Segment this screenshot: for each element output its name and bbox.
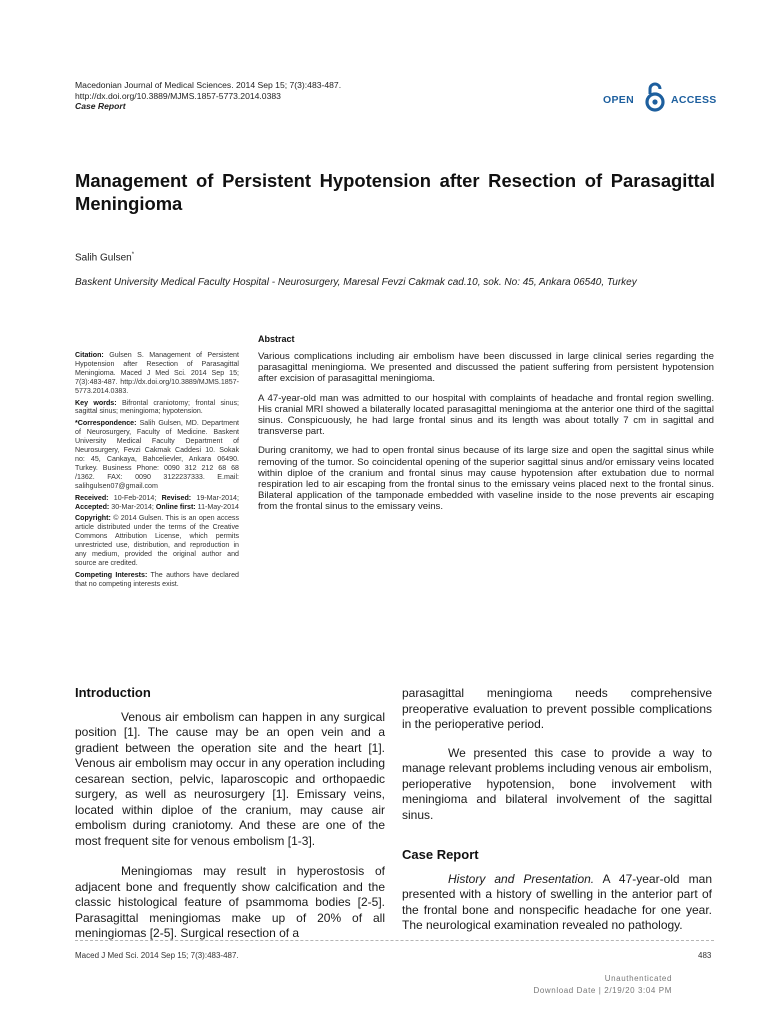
received-label: Received: bbox=[75, 493, 109, 502]
watermark-unauthenticated: Unauthenticated bbox=[604, 974, 672, 983]
revised-date: 19-Mar-2014; bbox=[196, 493, 239, 502]
introduction-heading: Introduction bbox=[75, 685, 151, 700]
intro-paragraph: Venous air embolism can happen in any surgical position [1]. The cause may be an open vein and a gradient between the operation site and the heart [1]. Venous air embolism may occur in any operation including cesarean section, pelvic, laparoscopic and orthopaedic surgery, as well as neurosurgery [1]. Emissary veins, located within diploe of the cranium, may cause air embolism during craniotomy. And these are one of the most frequent site for venous embolism [1-3]. bbox=[75, 709, 385, 848]
open-lock-icon bbox=[644, 82, 666, 112]
intro-paragraph: We presented this case to provide a way to manage relevant problems including venous air embolism, perioperative hypotension, bone involvement with meningioma and bilateral involvement of the sagittal sinus. bbox=[402, 745, 712, 822]
footer-divider bbox=[75, 940, 714, 941]
competing-interests-text: The authors have declared that no competing interests exist. bbox=[75, 570, 239, 588]
author-mark: * bbox=[131, 252, 135, 258]
received-date: 10-Feb-2014; bbox=[113, 493, 157, 502]
intro-paragraph: Meningiomas may result in hyperostosis of adjacent bone and frequently show calcification and the classic histological feature of psammoma bodies [2-5]. Parasagittal meningiomas make up of 20% of all meningiomas [2-5]. Surgical resection of a bbox=[75, 864, 385, 940]
correspondence-label: *Correspondence: bbox=[75, 419, 137, 428]
abstract-heading: Abstract bbox=[258, 334, 295, 344]
intro-continued-paragraph: parasagittal meningioma needs comprehensive preoperative evaluation to prevent possible complications in the perioperative period. bbox=[402, 686, 712, 731]
competing-interests-label: Competing Interests: bbox=[75, 570, 148, 579]
keywords-block bbox=[75, 399, 239, 417]
citation-block bbox=[75, 351, 239, 396]
affiliation: Baskent University Medical Faculty Hospital - Neurosurgery, Maresal Fevzi Cakmak cad.10, sok. No: 45, Ankara 06540, Turkey bbox=[75, 277, 637, 288]
open-access-logo bbox=[603, 82, 721, 112]
case-paragraph bbox=[402, 872, 712, 934]
revised-label: Revised: bbox=[161, 493, 192, 502]
accepted-label: Accepted: bbox=[75, 502, 110, 511]
footer-citation: Maced J Med Sci. 2014 Sep 15; 7(3):483-487. bbox=[75, 951, 239, 960]
keywords-label: Key words: bbox=[75, 398, 117, 407]
journal-header bbox=[75, 80, 341, 112]
dates-block bbox=[75, 494, 239, 512]
author-name: Salih Gulsen bbox=[75, 252, 132, 264]
abstract-paragraph: A 47-year-old man was admitted to our hospital with complaints of headache and frontal region swelling. His cranial MRI showed a bilaterally located parasagittal meningioma at the anterior one third of the sagittal sinus. Conspicuously, he had large frontal sinus and its length was about totally 7 cm in sagittal and transverse part. bbox=[258, 392, 714, 438]
accepted-date: 30-Mar-2014; bbox=[111, 502, 154, 511]
watermark-download-date: Download Date | 2/19/20 3:04 PM bbox=[533, 986, 672, 995]
author-line bbox=[75, 252, 134, 263]
body-right-column bbox=[402, 686, 712, 934]
keywords-text: Bifrontal craniotomy; frontal sinus; sagittal sinus; meningioma; hypotension. bbox=[75, 398, 239, 416]
article-category: Case Report bbox=[75, 101, 126, 111]
case-report-heading: Case Report bbox=[402, 847, 479, 862]
page-number: 483 bbox=[698, 951, 712, 960]
competing-interests-block bbox=[75, 571, 239, 589]
abstract-body bbox=[258, 351, 714, 521]
citation-label: Citation: bbox=[75, 351, 104, 359]
body-left-column bbox=[75, 685, 385, 942]
citation-text: Gulsen S. Management of Persistent Hypotension after Resection of Parasagittal Meningioma. Maced J Med Sci. 2014 Sep 15; 7(3):483-487. http://dx.doi.org/10.3889/MJMS.1857-5773.2014.0383. bbox=[75, 351, 239, 395]
open-access-access-label: ACCESS bbox=[671, 94, 717, 106]
online-first-date: 11-May-2014 bbox=[197, 502, 239, 511]
copyright-text: © 2014 Gulsen. This is an open access article distributed under the terms of the Creative Commons Attribution License, which permits unrestricted use, distribution, and reproduction in any medium, provided the original author and source are credited. bbox=[75, 514, 239, 567]
doi-link[interactable]: http://dx.doi.org/10.3889/MJMS.1857-5773.2014.0383 bbox=[75, 90, 281, 101]
correspondence-block bbox=[75, 419, 239, 490]
abstract-paragraph: During cranitomy, we had to open frontal sinus because of its large size and open the sagittal sinus while removing of the tumor. So coincidental opening of the superior sagittal sinus and/or emissary veins located within diploe of the cranium and frontal sinus may cause hypotension after extubation due to normal respiration led to air escaping from the frontal sinus to the emissary veins placed next to the frontal sinus. Bilateral application of the tamponade embedded with vaseline inside to the nose prevents air escaping from the frontal sinus to the emissary veins. bbox=[258, 445, 714, 513]
case-paragraph-text: A 47-year-old man presented with a history of swelling in the anterior part of the frontal bone and nonspecific headache for one year. The neurological examination revealed no pathology. bbox=[402, 871, 712, 932]
article-info-sidebar bbox=[75, 351, 239, 592]
open-access-open-label: OPEN bbox=[603, 94, 634, 106]
journal-citation-line: Macedonian Journal of Medical Sciences. 2014 Sep 15; 7(3):483-487. bbox=[75, 80, 342, 90]
copyright-label: Copyright: bbox=[75, 514, 111, 523]
case-subheading: History and Presentation. bbox=[448, 871, 595, 886]
correspondence-text: Salih Gulsen, MD. Department of Neurosurgery, Faculty of Medicine. Baskent University Medical Faculty Department of Neurosurgery, Fevzi Cakmak Caddesi 10. Sokak no: 45, Cankaya, Bahcelievler, Ankara 06490. Turkey. Business Phone: 0090 312 212 68 68 /1362. FAX: 0090 3122237333. E.mail: salihgulsen07@gmail.com bbox=[75, 419, 239, 490]
article-title: Management of Persistent Hypotension after Resection of Parasagittal Meningioma bbox=[75, 170, 715, 214]
copyright-block bbox=[75, 514, 239, 567]
abstract-paragraph: Various complications including air embolism have been discussed in large clinical series regarding the parasagittal meningioma. We presented and discussed the patient suffering from persistent hypotension after excision of parasagittal meningioma. bbox=[258, 351, 714, 385]
online-first-label: Online first: bbox=[155, 502, 196, 511]
